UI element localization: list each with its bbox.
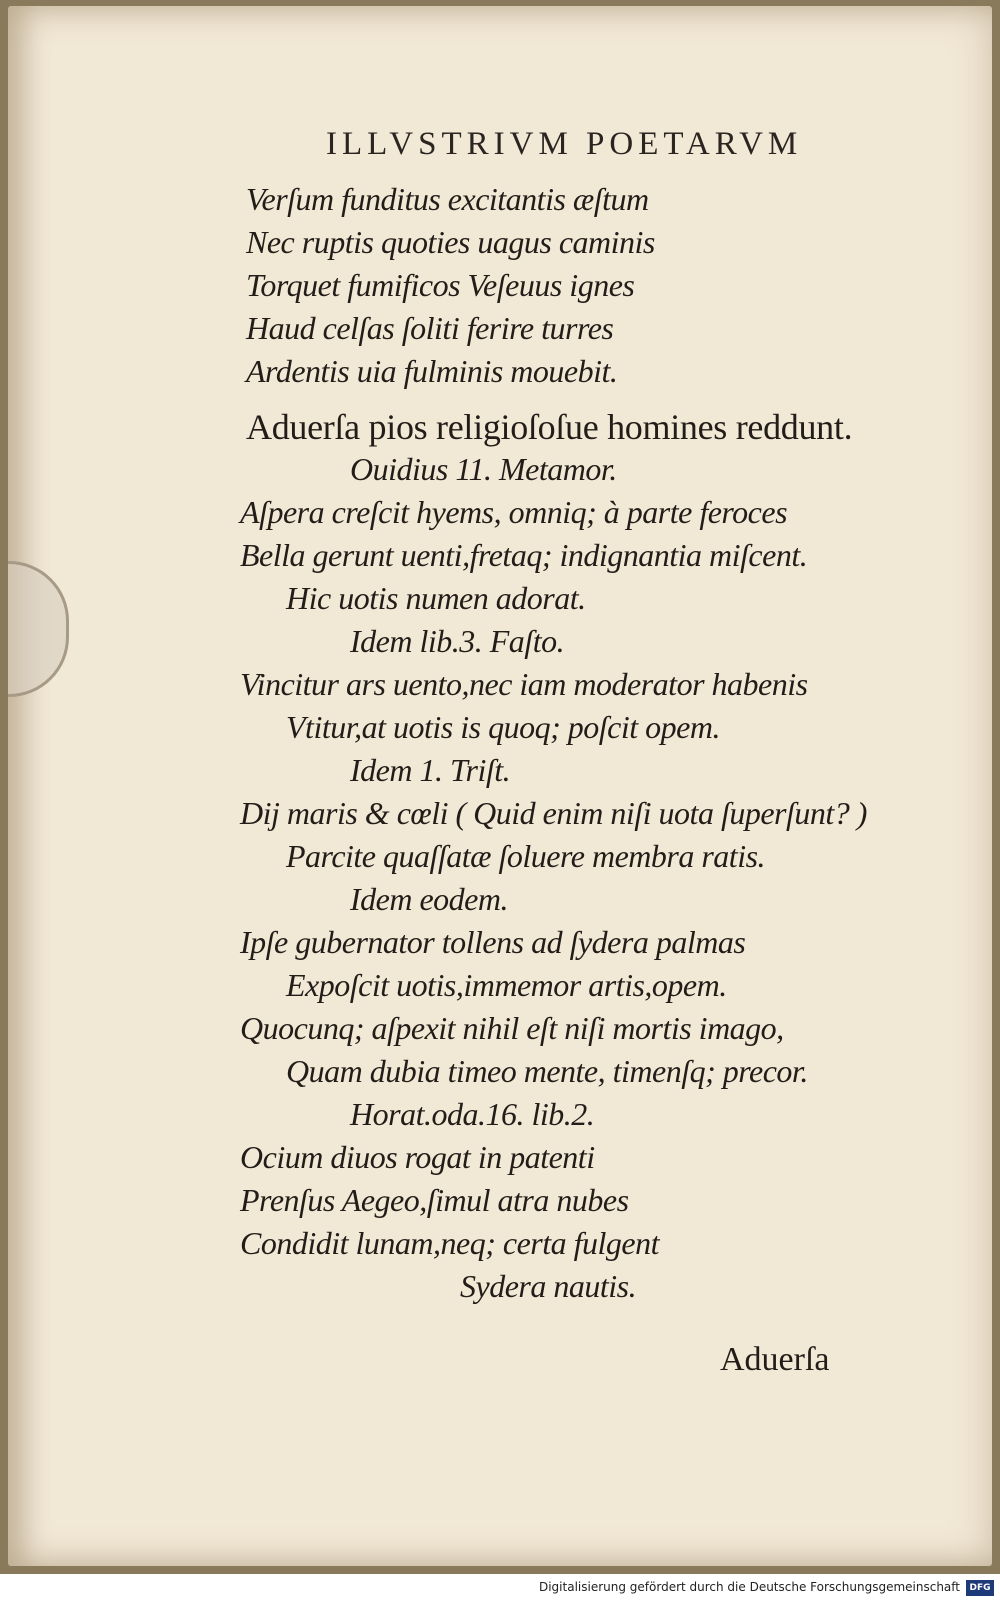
verse-line: Vincitur ars uento,nec iam moderator habenis xyxy=(240,666,808,702)
source-citation: Idem eodem. xyxy=(350,881,508,917)
verse-line: Ipſe gubernator tollens ad ſydera palmas xyxy=(240,924,746,960)
verse-line: Quam dubia timeo mente, timenſq; precor. xyxy=(286,1053,808,1089)
book-page xyxy=(8,6,992,1566)
verse-line: Nec ruptis quoties uagus caminis xyxy=(246,224,655,260)
verse-line: Bella gerunt uenti,fretaq; indignantia miſcent. xyxy=(240,537,808,573)
dfg-logo-icon: DFG xyxy=(966,1580,994,1596)
running-head: ILLVSTRIVM POETARVM xyxy=(326,126,803,162)
source-citation: Ouidius 11. Metamor. xyxy=(350,451,617,487)
verse-line: Torquet fumificos Veſeuus ignes xyxy=(246,267,635,303)
verse-line: Quocunq; aſpexit nihil eſt niſi mortis imago, xyxy=(240,1010,784,1046)
verse-line: Ocium diuos rogat in patenti xyxy=(240,1139,595,1175)
verse-line: Vtitur,at uotis is quoq; poſcit opem. xyxy=(286,709,720,745)
verse-line: Ardentis uia fulminis mouebit. xyxy=(246,353,618,389)
funding-credit: Digitalisierung gefördert durch die Deutsche Forschungsgemeinschaft xyxy=(538,1580,960,1594)
verse-line: Prenſus Aegeo,ſimul atra nubes xyxy=(240,1182,629,1218)
verse-line: Verſum funditus excitantis æſtum xyxy=(246,181,649,217)
verse-line: Dij maris & cœli ( Quid enim niſi uota ſuperſunt? ) xyxy=(240,795,867,831)
verse-line: Aſpera creſcit hyems, omniq; à parte feroces xyxy=(240,494,788,530)
source-citation: Horat.oda.16. lib.2. xyxy=(350,1096,595,1132)
source-citation: Idem 1. Triſt. xyxy=(350,752,511,788)
catchword: Aduerſa xyxy=(720,1341,830,1378)
book-clasp-image xyxy=(8,561,69,697)
verse-line: Hic uotis numen adorat. xyxy=(286,580,586,616)
verse-line: Condidit lunam,neq; certa fulgent xyxy=(240,1225,659,1261)
verse-line: Sydera nautis. xyxy=(460,1268,637,1304)
section-heading: Aduerſa pios religioſoſue homines reddunt. xyxy=(246,407,853,447)
verse-line: Parcite quaſſatæ ſoluere membra ratis. xyxy=(286,838,766,874)
source-citation: Idem lib.3. Faſto. xyxy=(350,623,565,659)
digitization-footer xyxy=(0,1576,1000,1602)
verse-line: Expoſcit uotis,immemor artis,opem. xyxy=(286,967,727,1003)
verse-line: Haud celſas ſoliti ferire turres xyxy=(246,310,614,346)
